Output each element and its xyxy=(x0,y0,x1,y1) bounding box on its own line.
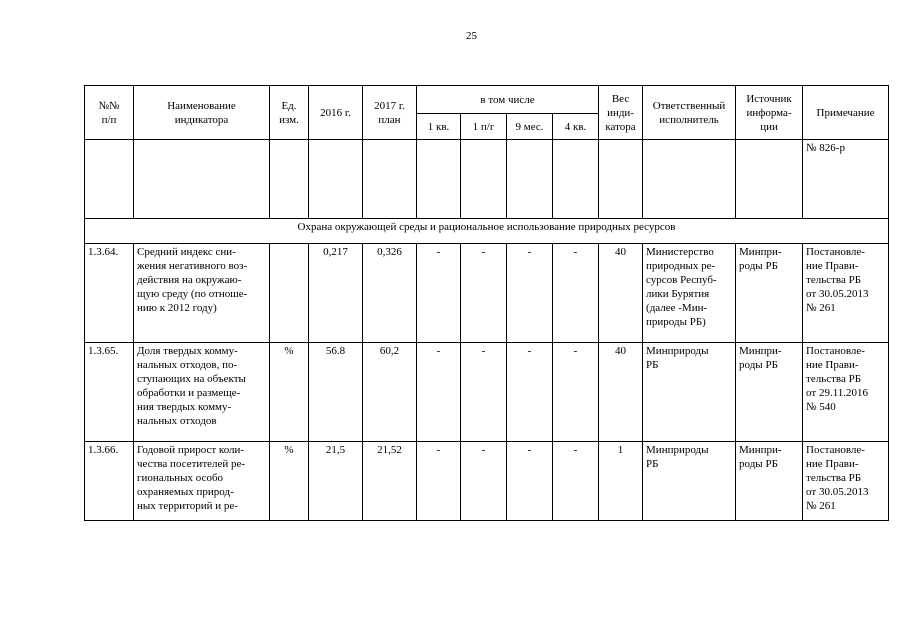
row-q1: - xyxy=(417,442,461,521)
row-source: Минпри- роды РБ xyxy=(736,442,803,521)
row-responsible: Минприроды РБ xyxy=(643,343,736,442)
header-h1: 1 п/г xyxy=(461,114,507,140)
row-h1: - xyxy=(461,442,507,521)
cell xyxy=(417,140,461,219)
cell xyxy=(643,140,736,219)
header-num: №№ п/п xyxy=(85,86,134,140)
continuation-note: № 826-р xyxy=(803,140,889,219)
cell xyxy=(363,140,417,219)
row-2016: 0,217 xyxy=(309,244,363,343)
row-weight: 1 xyxy=(599,442,643,521)
row-9-months: - xyxy=(507,442,553,521)
header-q4: 4 кв. xyxy=(553,114,599,140)
header-row-top xyxy=(85,86,889,114)
cell xyxy=(553,140,599,219)
row-unit xyxy=(270,244,309,343)
header-9-months: 9 мес. xyxy=(507,114,553,140)
row-source: Минпри- роды РБ xyxy=(736,343,803,442)
row-2016: 56.8 xyxy=(309,343,363,442)
row-note: Постановле- ние Прави- тельства РБ от 30.05.2013 № 261 xyxy=(803,442,889,521)
header-including: в том числе xyxy=(417,86,599,114)
row-h1: - xyxy=(461,244,507,343)
header-responsible: Ответственный исполнитель xyxy=(643,86,736,140)
row-note: Постановле- ние Прави- тельства РБ от 30.05.2013 № 261 xyxy=(803,244,889,343)
page-number: 25 xyxy=(466,30,477,42)
cell xyxy=(85,140,134,219)
cell xyxy=(309,140,363,219)
row-responsible: Министерство природных ре- сурсов Респуб- лики Бурятия (далее -Мин- природы РБ) xyxy=(643,244,736,343)
cell xyxy=(270,140,309,219)
cell xyxy=(736,140,803,219)
table-row xyxy=(85,244,889,343)
row-2017-plan: 0,326 xyxy=(363,244,417,343)
row-9-months: - xyxy=(507,343,553,442)
header-note: Примечание xyxy=(803,86,889,140)
row-num: 1.3.65. xyxy=(85,343,134,442)
header-name: Наименование индикатора xyxy=(134,86,270,140)
row-weight: 40 xyxy=(599,244,643,343)
row-num: 1.3.66. xyxy=(85,442,134,521)
row-2017-plan: 21,52 xyxy=(363,442,417,521)
header-weight: Вес инди- катора xyxy=(599,86,643,140)
row-indicator-name: Доля твердых комму- нальных отходов, по- ступающих на объекты обработки и размеще- ния твердых комму- нальных отходов xyxy=(134,343,270,442)
row-h1: - xyxy=(461,343,507,442)
row-num: 1.3.64. xyxy=(85,244,134,343)
cell xyxy=(599,140,643,219)
table-row xyxy=(85,442,889,521)
row-indicator-name: Средний индекс сни- жения негативного воз- действия на окружаю- щую среду (по отноше- нию к 2012 году) xyxy=(134,244,270,343)
continuation-row xyxy=(85,140,889,219)
row-9-months: - xyxy=(507,244,553,343)
row-q1: - xyxy=(417,244,461,343)
row-q1: - xyxy=(417,343,461,442)
section-row xyxy=(85,219,889,244)
header-2016: 2016 г. xyxy=(309,86,363,140)
header-unit: Ед. изм. xyxy=(270,86,309,140)
row-unit: % xyxy=(270,442,309,521)
header-2017-plan: 2017 г. план xyxy=(363,86,417,140)
section-title: Охрана окружающей среды и рациональное использование природных ресурсов xyxy=(85,219,889,244)
row-note: Постановле- ние Прави- тельства РБ от 29.11.2016 № 540 xyxy=(803,343,889,442)
cell xyxy=(507,140,553,219)
row-source: Минпри- роды РБ xyxy=(736,244,803,343)
row-q4: - xyxy=(553,442,599,521)
row-2016: 21,5 xyxy=(309,442,363,521)
row-indicator-name: Годовой прирост коли- чества посетителей ре- гиональных особо охраняемых природ- ных территорий и ре- xyxy=(134,442,270,521)
header-source: Источник информа- ции xyxy=(736,86,803,140)
indicators-table xyxy=(84,85,889,521)
row-q4: - xyxy=(553,244,599,343)
row-2017-plan: 60,2 xyxy=(363,343,417,442)
row-q4: - xyxy=(553,343,599,442)
cell xyxy=(461,140,507,219)
cell xyxy=(134,140,270,219)
row-responsible: Минприроды РБ xyxy=(643,442,736,521)
row-weight: 40 xyxy=(599,343,643,442)
table-row xyxy=(85,343,889,442)
header-q1: 1 кв. xyxy=(417,114,461,140)
row-unit: % xyxy=(270,343,309,442)
